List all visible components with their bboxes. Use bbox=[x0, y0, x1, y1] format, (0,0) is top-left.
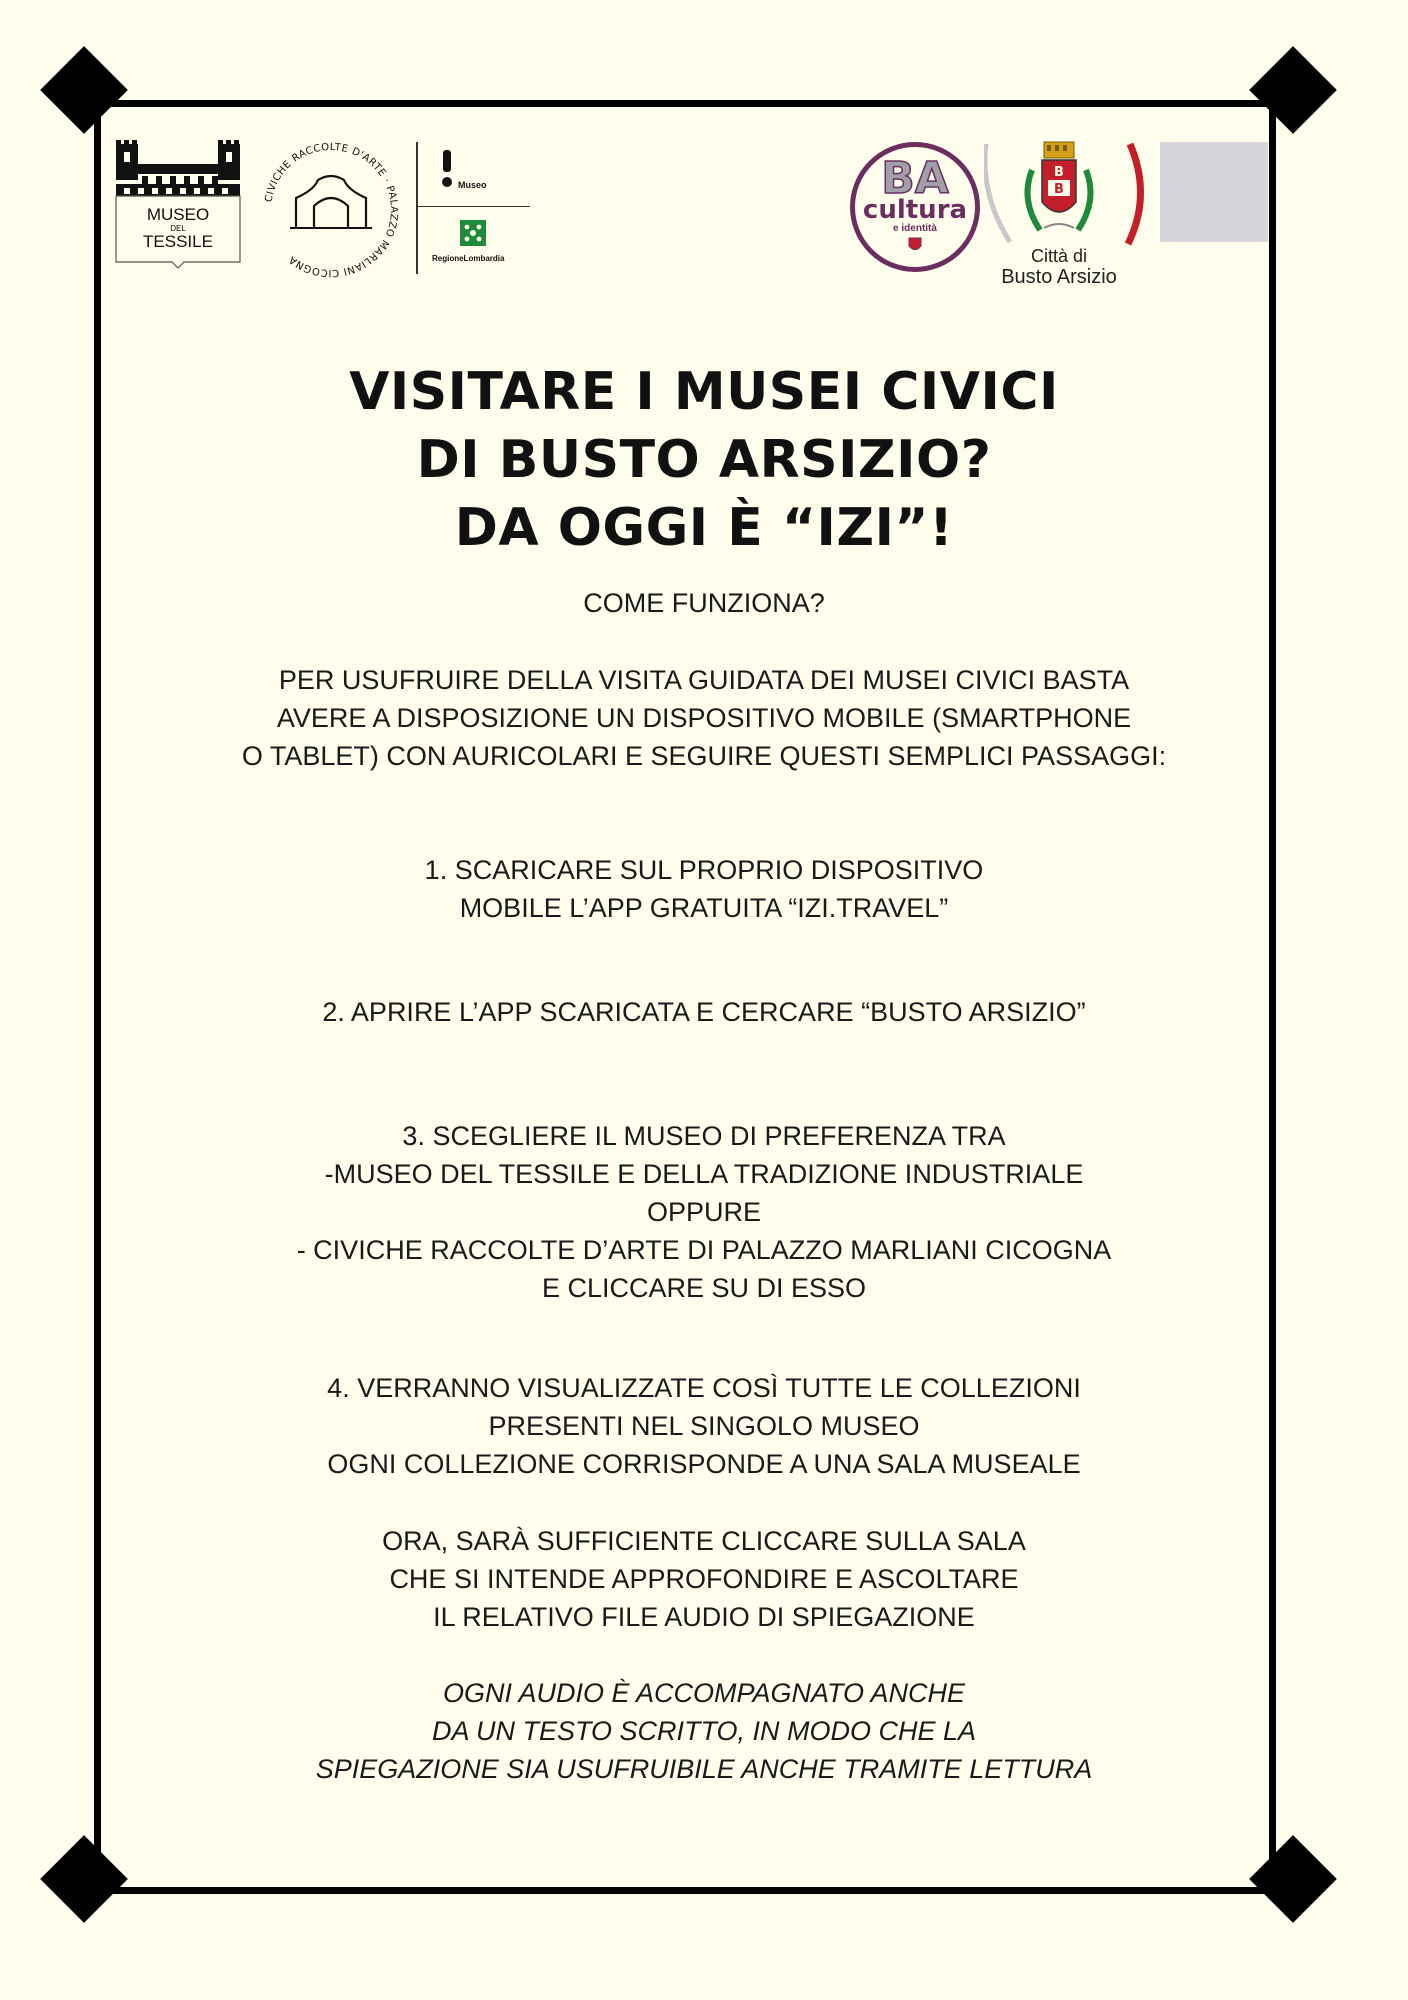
step-2-line-1: 2. APRIRE L’APP SCARICATA E CERCARE “BUSTO ARSIZIO” bbox=[322, 997, 1086, 1027]
vertical-divider bbox=[416, 142, 418, 274]
regione-lombardia-icon bbox=[460, 220, 486, 246]
regione-label: RegioneLombardia bbox=[432, 254, 505, 263]
intro-line-1: PER USUFRUIRE DELLA VISITA GUIDATA DEI MUSEI CIVICI BASTA bbox=[278, 665, 1130, 695]
civiche-ring-text: CIVICHE RACCOLTE D'ARTE · PALAZZO MARLIANI CICOGNA bbox=[263, 141, 400, 279]
note-line-3: IL RELATIVO FILE AUDIO DI SPIEGAZIONE bbox=[433, 1602, 975, 1632]
page-title bbox=[0, 358, 1408, 562]
step-4-line-2: PRESENTI NEL SINGOLO MUSEO bbox=[488, 1411, 920, 1441]
citta-busto-arsizio-logo bbox=[984, 140, 1270, 290]
ba-letters: BA bbox=[881, 153, 949, 204]
subtitle-text: COME FUNZIONA? bbox=[583, 588, 825, 618]
note-line-2: CHE SI INTENDE APPROFONDIRE E ASCOLTARE bbox=[389, 1564, 1019, 1594]
step-1-line-2: MOBILE L’APP GRATUITA “IZI.TRAVEL” bbox=[459, 893, 949, 923]
palazzo-arch-icon bbox=[256, 140, 406, 280]
step-4-line-1: 4. VERRANNO VISUALIZZATE COSÌ TUTTE LE COLLEZIONI bbox=[327, 1373, 1081, 1403]
citta-line2: Busto Arsizio bbox=[1001, 266, 1117, 288]
audio-note bbox=[0, 1522, 1408, 1636]
step-3-line-3: OPPURE bbox=[646, 1197, 762, 1227]
citta-line1: Città di bbox=[1030, 246, 1088, 266]
svg-text:CIVICHE RACCOLTE D'ARTE · PALA bbox=[263, 142, 399, 278]
citta-name bbox=[984, 246, 1134, 288]
museo-mark bbox=[440, 150, 530, 200]
museo-tessile-word-2: DEL bbox=[170, 224, 186, 233]
museo-tessile-text bbox=[112, 206, 244, 251]
step-1-line-1: 1. SCARICARE SUL PROPRIO DISPOSITIVO bbox=[424, 855, 984, 885]
regione-lombardia-mark bbox=[420, 220, 530, 270]
title-line-1: VISITARE I MUSEI CIVICI bbox=[349, 362, 1059, 422]
step-3 bbox=[0, 1117, 1408, 1307]
museo-label: Museo bbox=[458, 180, 487, 190]
note-line-1: ORA, SARÀ SUFFICIENTE CLICCARE SULLA SALA bbox=[382, 1526, 1026, 1556]
svg-text:B: B bbox=[1054, 165, 1064, 180]
step-3-line-5: E CLICCARE SU DI ESSO bbox=[541, 1273, 867, 1303]
title-line-3: DA OGGI È “IZI”! bbox=[454, 498, 954, 558]
italic-note-line-1: OGNI AUDIO È ACCOMPAGNATO ANCHE bbox=[442, 1678, 966, 1708]
city-crest-icon bbox=[984, 140, 1270, 250]
step-3-line-1: 3. SCEGLIERE IL MUSEO DI PREFERENZA TRA bbox=[402, 1121, 1006, 1151]
logo-header bbox=[0, 0, 1408, 310]
civiche-raccolte-logo bbox=[256, 140, 406, 280]
italic-note-line-3: SPIEGAZIONE SIA USUFRUIBILE ANCHE TRAMITE LETTURA bbox=[315, 1754, 1093, 1784]
title-line-2: DI BUSTO ARSIZIO? bbox=[416, 430, 992, 490]
ba-small-crest-icon bbox=[908, 237, 922, 253]
italic-note-line-2: DA UN TESTO SCRITTO, IN MODO CHE LA bbox=[431, 1716, 977, 1746]
museo-exclamation-icon bbox=[440, 150, 454, 190]
museo-tessile-word-3: TESSILE bbox=[143, 232, 213, 251]
museo-tessile-word-1: MUSEO bbox=[146, 205, 210, 224]
step-3-line-2: -MUSEO DEL TESSILE E DELLA TRADIZIONE INDUSTRIALE bbox=[324, 1159, 1084, 1189]
svg-text:B: B bbox=[1054, 182, 1064, 197]
intro-paragraph bbox=[0, 661, 1408, 775]
step-1 bbox=[0, 851, 1408, 927]
step-3-line-4: - CIVICHE RACCOLTE D’ARTE DI PALAZZO MARLIANI CICOGNA bbox=[296, 1235, 1112, 1265]
step-4 bbox=[0, 1369, 1408, 1483]
ba-cultura-word: cultura bbox=[862, 195, 968, 225]
italic-note bbox=[0, 1674, 1408, 1788]
horizontal-divider bbox=[418, 206, 530, 207]
step-2 bbox=[0, 993, 1408, 1031]
intro-line-2: AVERE A DISPOSIZIONE UN DISPOSITIVO MOBILE (SMARTPHONE bbox=[276, 703, 1132, 733]
museo-tessile-logo bbox=[112, 140, 244, 270]
ba-cultura-logo bbox=[850, 142, 980, 272]
step-4-line-3: OGNI COLLEZIONE CORRISPONDE A UNA SALA MUSEALE bbox=[327, 1449, 1081, 1479]
subtitle bbox=[0, 584, 1408, 622]
ba-identita-word: e identità bbox=[893, 223, 937, 234]
intro-line-3: O TABLET) CON AURICOLARI E SEGUIRE QUESTI SEMPLICI PASSAGGI: bbox=[241, 741, 1167, 771]
